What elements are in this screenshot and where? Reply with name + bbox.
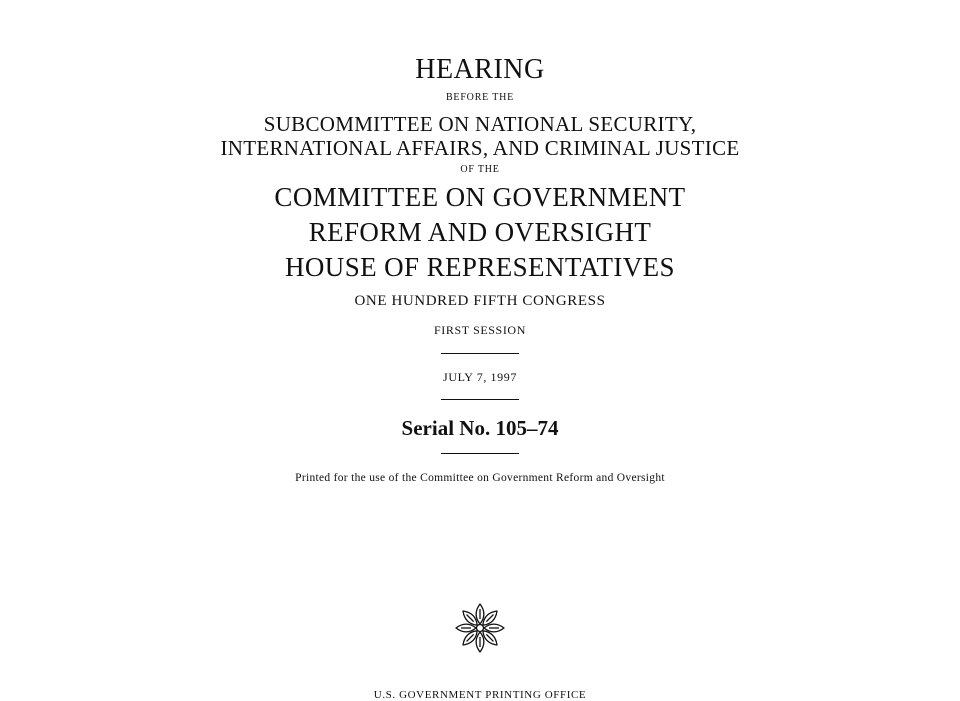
committee-name-line-3: HOUSE OF REPRESENTATIVES: [285, 252, 675, 282]
serial-number: Serial No. 105–74: [401, 416, 559, 440]
session-label: FIRST SESSION: [434, 323, 526, 337]
publisher-name: U.S. GOVERNMENT PRINTING OFFICE: [373, 689, 587, 701]
divider-rule: [441, 399, 519, 400]
committee-name-line-2: REFORM AND OVERSIGHT: [308, 217, 652, 247]
congress-label: ONE HUNDRED FIFTH CONGRESS: [354, 293, 606, 309]
divider-rule: [441, 353, 519, 354]
document-title: HEARING: [415, 54, 545, 85]
hearing-date: JULY 7, 1997: [443, 370, 517, 384]
printed-for-note: Printed for the use of the Committee on Government Reform and Oversight: [295, 472, 665, 484]
gpo-star-emblem-icon: [454, 602, 506, 654]
subcommittee-name-line-1: SUBCOMMITTEE ON NATIONAL SECURITY,: [263, 112, 697, 136]
divider-rule: [441, 453, 519, 454]
before-the-label: BEFORE THE: [445, 92, 515, 103]
committee-name-line-1: COMMITTEE ON GOVERNMENT: [274, 182, 686, 212]
of-the-label: OF THE: [460, 164, 500, 175]
subcommittee-name-line-2: INTERNATIONAL AFFAIRS, AND CRIMINAL JUSTICE: [220, 136, 740, 160]
